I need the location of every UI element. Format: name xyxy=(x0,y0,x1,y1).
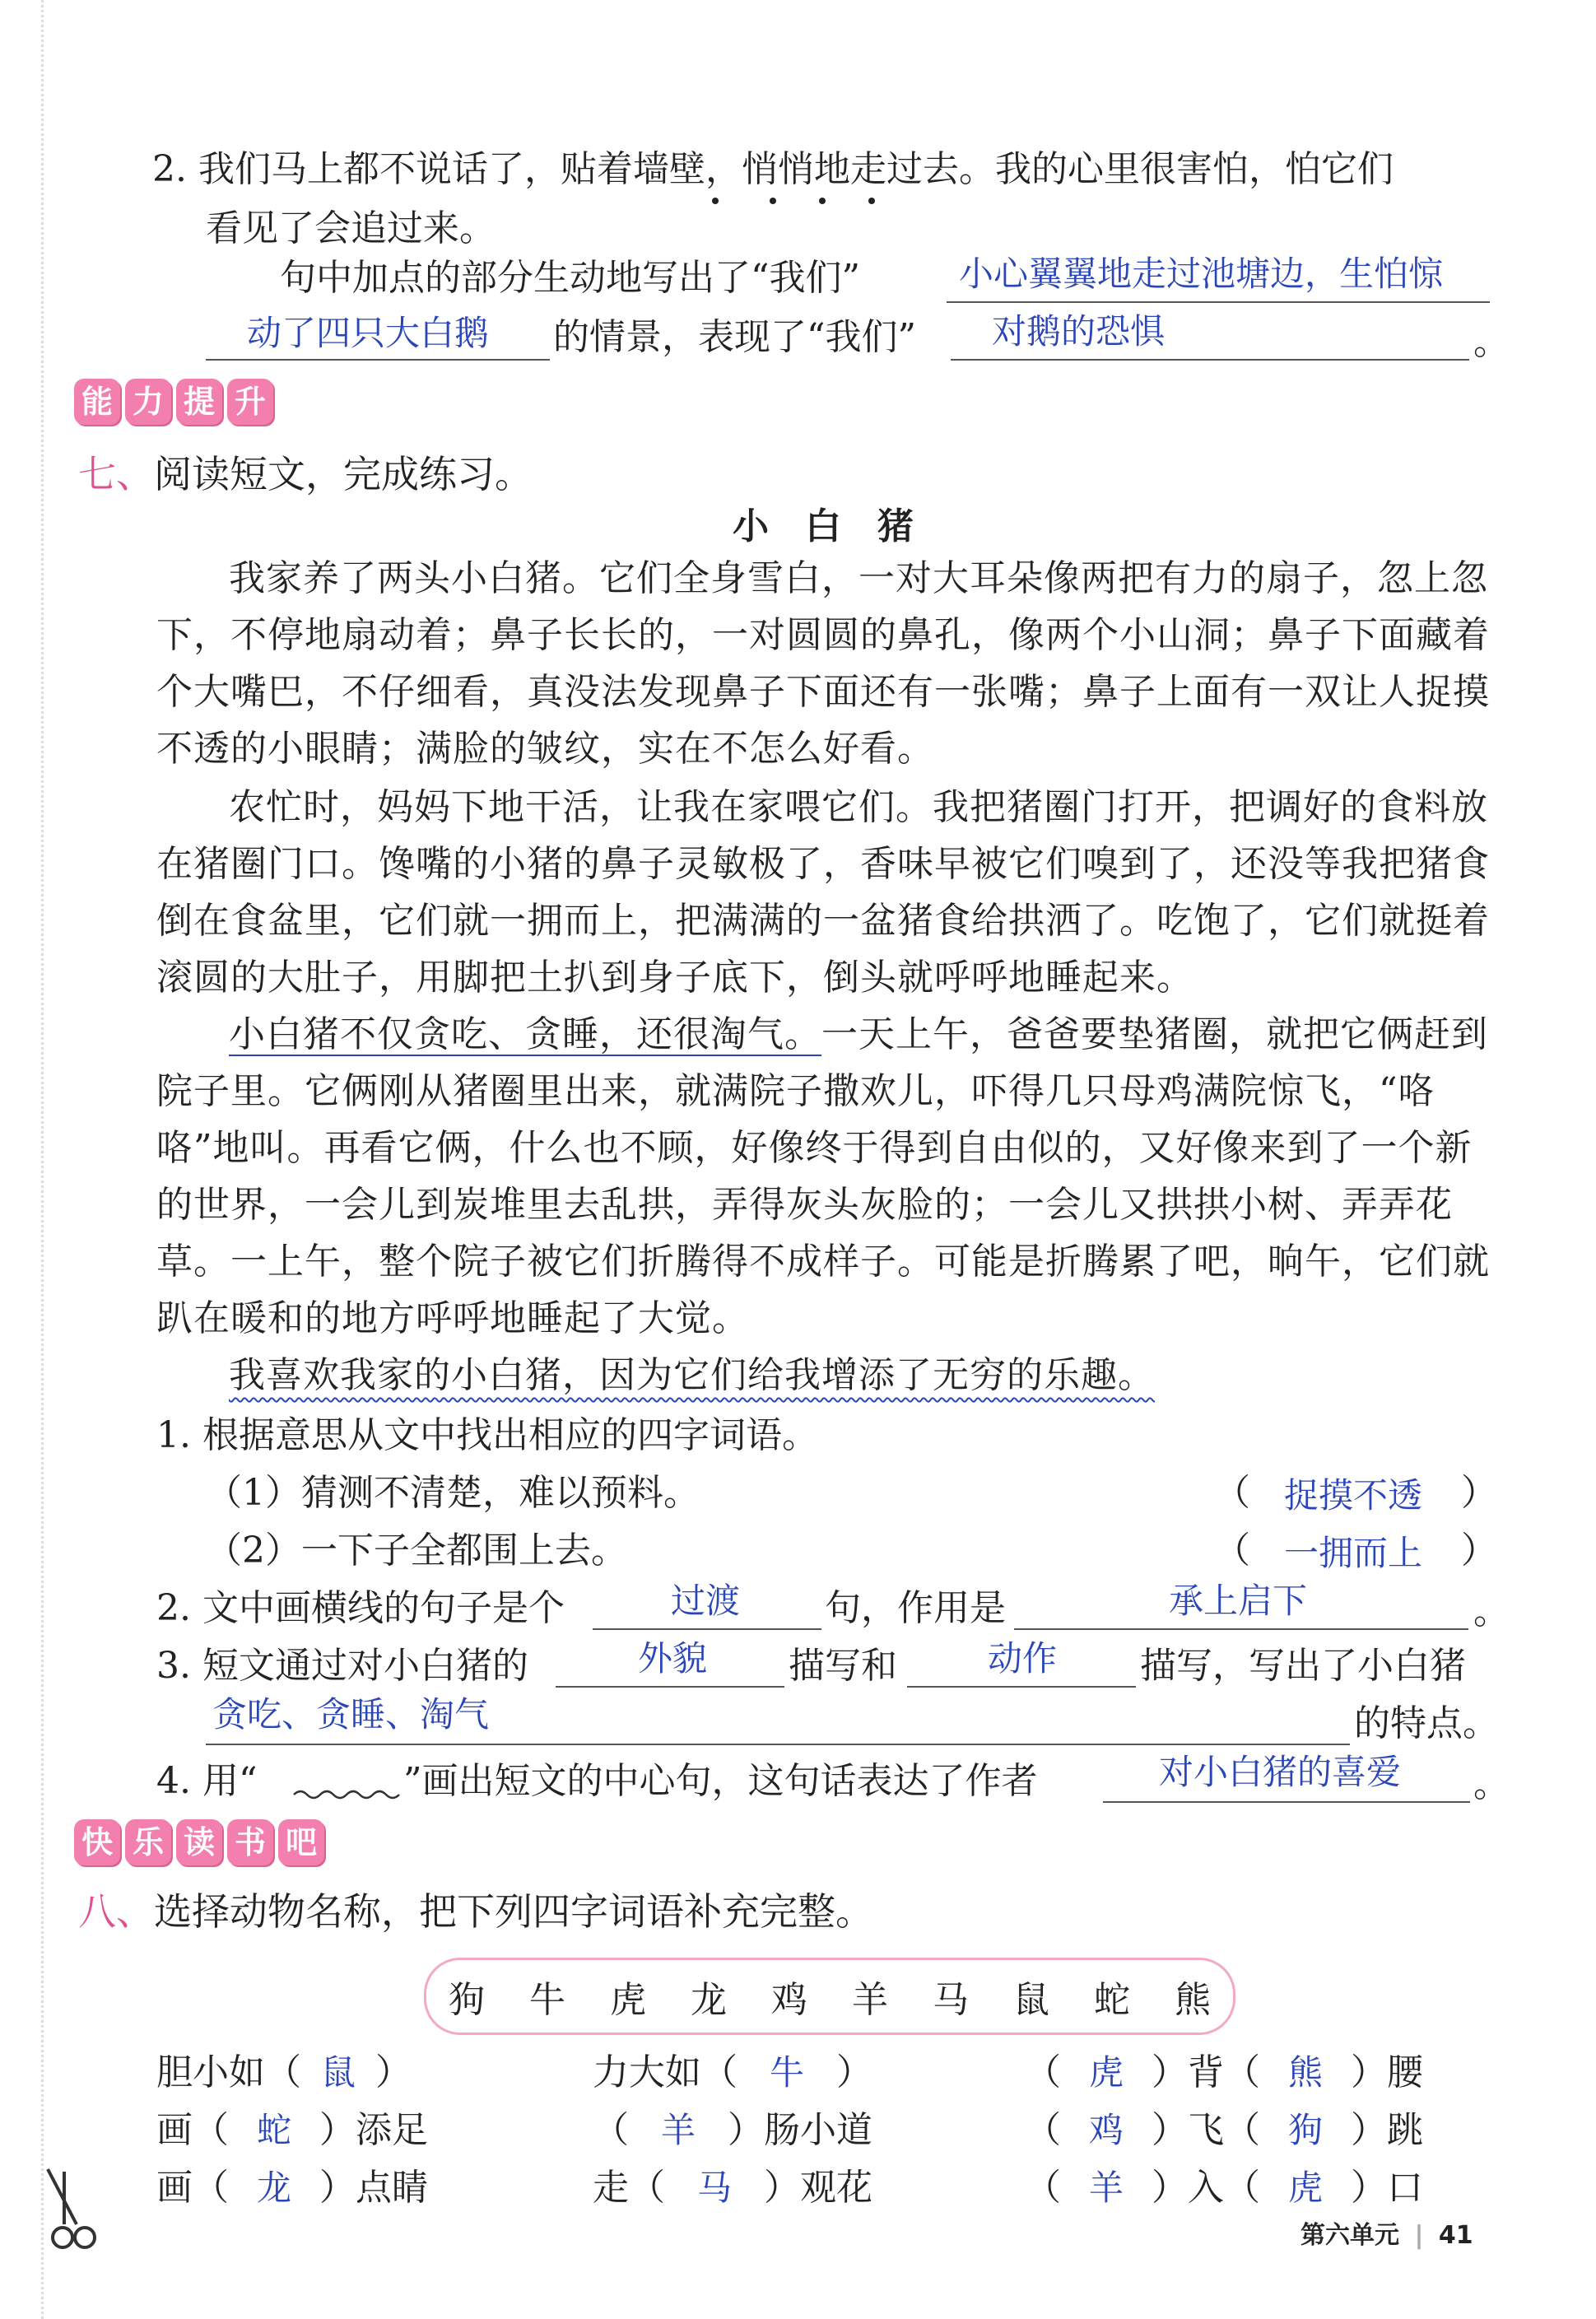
answer-blank[interactable] xyxy=(907,1686,1136,1688)
unit-label: 第六单元 xyxy=(1301,2221,1399,2250)
emphasis-dot xyxy=(712,198,719,204)
question-4: 4. 用“ xyxy=(156,1760,258,1802)
idiom-item: （ 羊 ）入（ 虎 ）口 xyxy=(1025,2165,1423,2211)
paren-close: ） xyxy=(1461,1530,1497,1572)
answer-blank[interactable] xyxy=(951,359,1469,361)
animal-word: 马 xyxy=(933,1979,969,2021)
emphasis-dot xyxy=(819,198,826,204)
q2-line3: 句中加点的部分生动地写出了“我们” xyxy=(280,257,860,299)
page-footer: 第六单元 | 41 xyxy=(1301,2221,1473,2250)
margin-guide xyxy=(41,0,44,2319)
handwritten-answer: 羊 xyxy=(660,2110,696,2150)
period: 。 xyxy=(1473,321,1510,363)
section-badge-reading: 快 乐 读 书 吧 xyxy=(74,1819,324,1867)
idiom-item: 走（ 马 ）观花 xyxy=(593,2165,872,2211)
handwritten-answer: 动了四只大白鹅 xyxy=(247,313,490,353)
story-paragraph-2: 农忙时，妈妈下地干活，让我在家喂它们。我把猪圈门打开，把调好的食料放在猪圈门口。馋嘴的小猪的鼻子灵敏极了，香味早被它们嗅到了，还没等我把猪食倒在食盆里，它们就一拥而上，把满满的一盆猪食给拱洒了。吃饱了，它们就挺着滚圆的大肚子，用脚把土扒到身子底下，倒头就呼呼地睡起来。 xyxy=(156,786,1490,999)
handwritten-answer: 鼠 xyxy=(320,2052,356,2093)
answer-blank[interactable] xyxy=(1103,1801,1470,1803)
animal-word: 狗 xyxy=(449,1979,485,2021)
idiom-item: 力大如（ 牛 ） xyxy=(593,2050,872,2096)
idiom-item: 画（ 蛇 ）添足 xyxy=(156,2107,428,2154)
question-1: 1. 根据意思从文中找出相应的四字词语。 xyxy=(156,1414,818,1456)
wavy-line-symbol xyxy=(292,1786,403,1803)
question-1-1: （1）猜测不清楚，难以预料。 xyxy=(206,1472,700,1514)
idiom-item: 画（ 龙 ）点睛 xyxy=(156,2165,428,2211)
section-7-heading xyxy=(78,445,533,499)
transition-sentence: 小白猪不仅贪吃、贪睡，还很淘气。 xyxy=(229,1013,821,1055)
question-2-cont: 句，作用是 xyxy=(825,1587,1006,1629)
paren-close: ） xyxy=(1461,1472,1497,1514)
scissors-icon xyxy=(40,2165,105,2256)
story-paragraph-1: 我家养了两头小白猪。它们全身雪白，一对大耳朵像两把有力的扇子，忽上忽下，不停地扇动着；鼻子长长的，一对圆圆的鼻孔，像两个小山洞；鼻子下面藏着个大嘴巴，不仔细看，真没法发现鼻子下面还有一张嘴；鼻子上面有一双让人捉摸不透的小眼睛；满脸的皱纹，实在不怎么好看。 xyxy=(156,557,1490,770)
section-title: 阅读短文，完成练习。 xyxy=(154,452,533,496)
animal-word-bank xyxy=(424,1958,1235,2035)
handwritten-answer: 马 xyxy=(696,2168,732,2208)
period: 。 xyxy=(1473,1590,1510,1632)
question-1-2: （2）一下子全都围上去。 xyxy=(206,1530,627,1572)
page-number: 41 xyxy=(1438,2221,1473,2250)
question-3-cont: 描写，写出了小白猪 xyxy=(1140,1645,1466,1687)
handwritten-answer: 对小白猪的喜爱 xyxy=(1159,1752,1402,1792)
handwritten-answer: 虎 xyxy=(1088,2052,1124,2093)
paren-open: （ xyxy=(1214,1530,1250,1572)
section-number: 八、 xyxy=(78,1889,154,1934)
handwritten-answer: 动作 xyxy=(988,1638,1058,1679)
animal-word: 虎 xyxy=(610,1979,646,2021)
handwritten-answer: 对鹅的恐惧 xyxy=(992,311,1166,352)
question-4-cont: ”画出短文的中心句，这句话表达了作者 xyxy=(403,1760,1038,1802)
paren-open: （ xyxy=(1214,1472,1250,1514)
answer-blank[interactable] xyxy=(206,359,550,361)
handwritten-answer: 蛇 xyxy=(256,2110,291,2150)
answer-blank[interactable] xyxy=(1014,1628,1468,1630)
handwritten-answer: 外貌 xyxy=(638,1638,708,1679)
idiom-item: （ 鸡 ）飞（ 狗 ）跳 xyxy=(1025,2107,1423,2154)
emphasis-dot xyxy=(770,198,776,204)
animal-word: 鸡 xyxy=(771,1979,807,2021)
animal-word: 羊 xyxy=(852,1979,888,2021)
story-paragraph-4 xyxy=(156,1347,1490,1404)
paragraph-text: 一天上午，爸爸要垫猪圈，就把它俩赶到院子里。它俩刚从猪圈里出来，就满院子撒欢儿，吓得几只母鸡满院惊飞，“咯咯”地叫。再看它俩，什么也不顾，好像终于得到自由似的，又好像来到了一个新的世界，一会儿到炭堆里去乱拱，弄得灰头灰脸的；一会儿又拱拱小树、弄弄花草。一上午，整个院子被它们折腾得不成样子。可能是折腾累了吧，晌午，它们就趴在暖和的地方呼呼地睡起了大觉。 xyxy=(156,1013,1490,1339)
section-title: 选择动物名称，把下列四字词语补充完整。 xyxy=(154,1889,873,1934)
story-title: 小 白 猪 xyxy=(733,505,914,547)
handwritten-answer: 捉摸不透 xyxy=(1284,1475,1423,1516)
handwritten-answer: 过渡 xyxy=(671,1581,741,1621)
question-3-end: 的特点。 xyxy=(1354,1702,1499,1744)
handwritten-answer: 龙 xyxy=(256,2168,291,2208)
animal-word: 牛 xyxy=(529,1979,565,2021)
handwritten-answer: 牛 xyxy=(769,2052,804,2093)
emphasis-dot xyxy=(868,198,875,204)
section-8-heading xyxy=(78,1882,873,1936)
handwritten-answer: 熊 xyxy=(1287,2052,1323,2093)
animal-word: 龙 xyxy=(691,1979,727,2021)
q2-line2: 看见了会追过来。 xyxy=(206,207,496,249)
question-3: 3. 短文通过对小白猪的 xyxy=(156,1645,528,1687)
idiom-item: （ 虎 ）背（ 熊 ）腰 xyxy=(1025,2050,1423,2096)
period: 。 xyxy=(1473,1763,1510,1805)
handwritten-answer: 鸡 xyxy=(1088,2110,1124,2150)
section-number: 七、 xyxy=(78,452,154,496)
handwritten-answer: 贪吃、贪睡、淘气 xyxy=(212,1694,490,1735)
handwritten-answer: 一拥而上 xyxy=(1284,1533,1423,1573)
idiom-item: 胆小如（ 鼠 ） xyxy=(156,2050,412,2096)
handwritten-answer: 狗 xyxy=(1287,2110,1323,2150)
central-sentence: 我喜欢我家的小白猪，因为它们给我增添了无穷的乐趣。 xyxy=(229,1354,1155,1396)
animal-word: 熊 xyxy=(1175,1979,1211,2021)
q2-line4: 的情景，表现了“我们” xyxy=(553,316,916,358)
answer-blank[interactable] xyxy=(556,1686,784,1688)
handwritten-answer: 羊 xyxy=(1088,2168,1124,2208)
question-2: 2. 文中画横线的句子是个 xyxy=(156,1587,565,1629)
answer-blank[interactable] xyxy=(593,1628,821,1630)
handwritten-answer: 小心翼翼地走过池塘边，生怕惊 xyxy=(959,254,1444,294)
animal-word: 鼠 xyxy=(1013,1979,1049,2021)
question-3-cont: 描写和 xyxy=(789,1645,897,1687)
idiom-item: （ 羊 ）肠小道 xyxy=(593,2107,872,2154)
handwritten-answer: 承上启下 xyxy=(1169,1581,1308,1621)
handwritten-answer: 虎 xyxy=(1287,2168,1323,2208)
story-paragraph-3 xyxy=(156,1006,1490,1347)
q2-line1: 2. 我们马上都不说话了，贴着墙壁，悄悄地走过去。我的心里很害怕，怕它们 xyxy=(152,148,1394,190)
answer-blank[interactable] xyxy=(947,301,1490,303)
animal-word: 蛇 xyxy=(1094,1979,1130,2021)
section-badge-ability: 能 力 提 升 xyxy=(74,379,273,426)
